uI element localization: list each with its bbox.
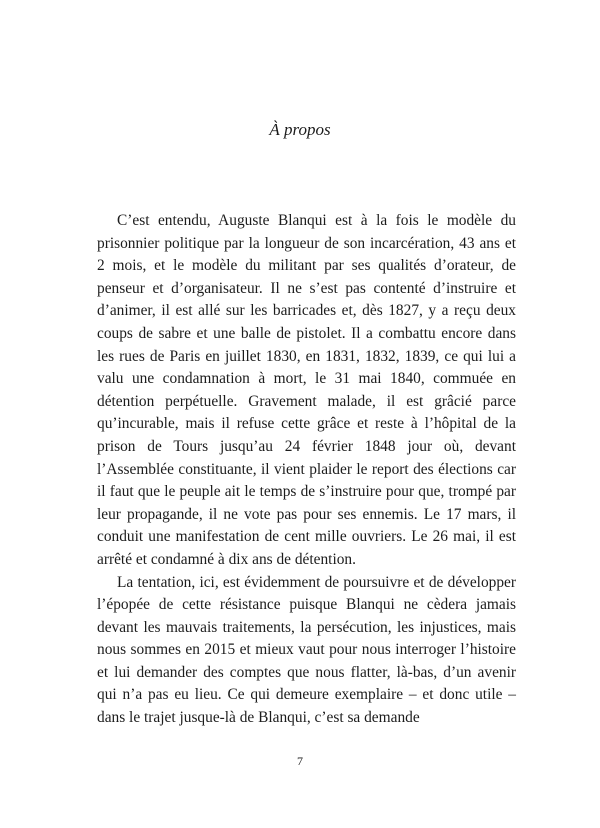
body-text — [97, 210, 516, 730]
chapter-title: À propos — [269, 120, 331, 139]
paragraph-2: La tentation, ici, est évidemment de poursuivre et de développer l’épopée de cette résistance puisque Blanqui ne cèdera jamais devant les mauvais traitements, la persécution, les injustices, mais nous sommes en 2015 et mieux vaut pour nous interroger l’histoire et lui demander des comptes que nous flatter, là-bas, d’un avenir qui n’a pas eu lieu. Ce qui demeure exemplaire – et donc utile – dans le trajet jusque-là de Blanqui, c’est sa demande — [97, 573, 516, 727]
paragraph-1: C’est entendu, Auguste Blanqui est à la fois le modèle du prisonnier politique par la longueur de son incarcération, 43 ans et 2 mois, et le modèle du militant par ses qualités d’orateur, de penseur et d’organisateur. Il ne s’est pas contenté d’instruire et d’animer, il est allé sur les barricades et, dès 1827, y a reçu deux coups de sabre et une balle de pistolet. Il a combattu encore dans les rues de Paris en juillet 1830, en 1831, 1832, 1839, ce qui lui a valu une condamnation à mort, le 31 mai 1840, commuée en détention perpétuelle. Gravement malade, il est grâcié parce qu’incurable, mais il refuse cette grâce et reste à l’hôpital de la prison de Tours jusqu’au 24 février 1848 jour où, devant l’Assemblée constituante, il vient plaider le report des élections car il faut que le peuple ait le temps de s’instruire pour que, trompé par leur propagande, il ne vote pas pour ses ennemis. Le 17 mars, il conduit une manifestation de cent mille ouvriers. Le 26 mai, il est arrêté et condamné à dix ans de détention. — [97, 212, 516, 568]
page-number: 7 — [297, 754, 303, 768]
